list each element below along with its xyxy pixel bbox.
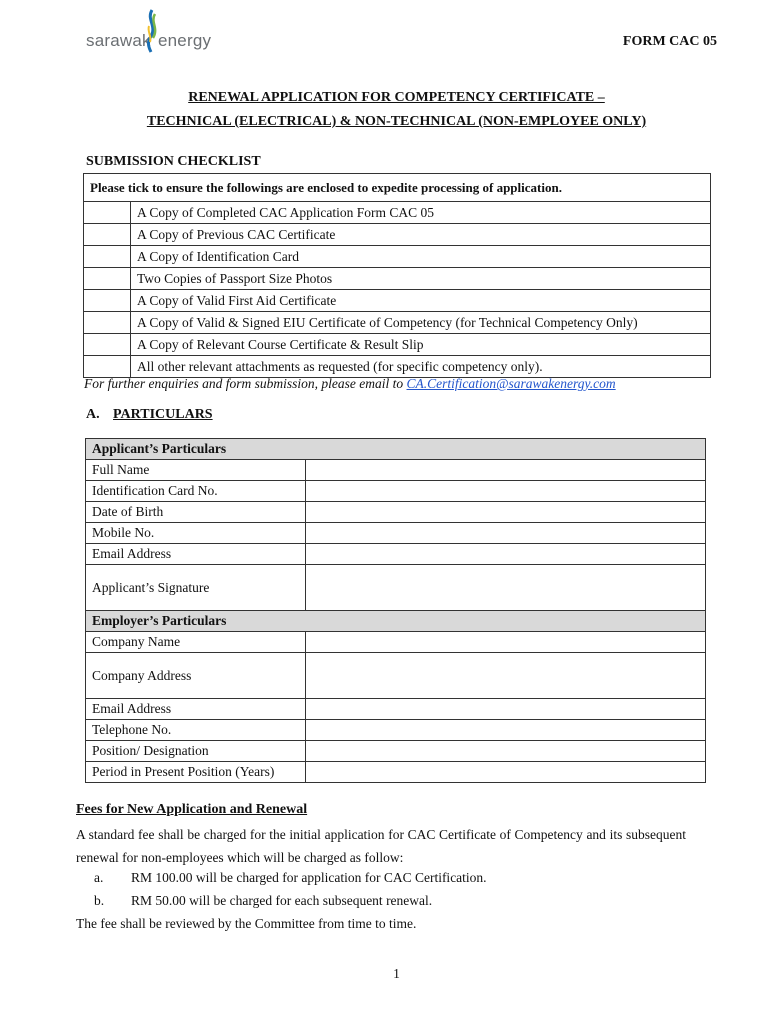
employer-email-field[interactable]: [306, 699, 706, 720]
checklist-row: [84, 224, 711, 246]
checklist-item: A Copy of Previous CAC Certificate: [131, 224, 711, 246]
form-code: FORM CAC 05: [622, 34, 717, 49]
sarawak-energy-logo: [86, 8, 226, 60]
checklist-instruction: Please tick to ensure the followings are enclosed to expedite processing of application.: [84, 174, 711, 202]
fee-item-marker: b.: [94, 893, 105, 908]
fee-item-text: RM 50.00 will be charged for each subsequent renewal.: [131, 893, 433, 908]
checklist-tick-box[interactable]: [84, 334, 131, 356]
fee-item-text: RM 100.00 will be charged for application for CAC Certification.: [131, 870, 487, 885]
enquiry-email-link[interactable]: CA.Certification@sarawakenergy.com: [406, 376, 616, 391]
checklist-row: [84, 334, 711, 356]
logo-word-energy: energy: [158, 31, 212, 50]
employer-particulars-header: Employer’s Particulars: [86, 611, 706, 632]
checklist-tick-box[interactable]: [84, 202, 131, 224]
checklist-row: [84, 290, 711, 312]
applicant-row-mobile: [86, 523, 706, 544]
field-label: Applicant’s Signature: [86, 565, 306, 611]
field-label: Email Address: [86, 544, 306, 565]
company-name-field[interactable]: [306, 632, 706, 653]
field-label: Company Address: [86, 653, 306, 699]
field-label: Period in Present Position (Years): [86, 762, 306, 783]
fees-paragraph: A standard fee shall be charged for the initial application for CAC Certificate of Competency and its subsequent renewal for non-employees which will be charged as follow:: [76, 827, 686, 865]
employer-row-period: [86, 762, 706, 783]
checklist-tick-box[interactable]: [84, 356, 131, 378]
form-title-line2: TECHNICAL (ELECTRICAL) & NON-TECHNICAL (NON-EMPLOYEE ONLY): [146, 114, 647, 129]
field-label: Mobile No.: [86, 523, 306, 544]
applicant-email-field[interactable]: [306, 544, 706, 565]
signature-field[interactable]: [306, 565, 706, 611]
checklist-row: [84, 246, 711, 268]
fees-heading: Fees for New Application and Renewal: [76, 802, 308, 817]
employer-row-email: [86, 699, 706, 720]
checklist-tick-box[interactable]: [84, 224, 131, 246]
particulars-table: [85, 438, 706, 783]
checklist-item: All other relevant attachments as requested (for specific competency only).: [131, 356, 711, 378]
full-name-field[interactable]: [306, 460, 706, 481]
section-letter: A.: [86, 407, 100, 422]
field-label: Telephone No.: [86, 720, 306, 741]
employer-row-position: [86, 741, 706, 762]
checklist-item: A Copy of Identification Card: [131, 246, 711, 268]
logo-word-sarawak: sarawak: [86, 31, 151, 50]
form-title-line1: RENEWAL APPLICATION FOR COMPETENCY CERTIFICATE –: [188, 90, 605, 105]
applicant-row-ic: [86, 481, 706, 502]
fee-item-marker: a.: [94, 870, 104, 885]
checklist-item: A Copy of Completed CAC Application Form CAC 05: [131, 202, 711, 224]
position-field[interactable]: [306, 741, 706, 762]
checklist-row: [84, 202, 711, 224]
checklist-item: A Copy of Valid First Aid Certificate: [131, 290, 711, 312]
particulars-heading: PARTICULARS: [113, 407, 213, 422]
checklist-tick-box[interactable]: [84, 290, 131, 312]
field-label: Email Address: [86, 699, 306, 720]
applicant-row-email: [86, 544, 706, 565]
employer-row-company: [86, 632, 706, 653]
field-label: Date of Birth: [86, 502, 306, 523]
applicant-particulars-header: Applicant’s Particulars: [86, 439, 706, 460]
checklist-tick-box[interactable]: [84, 246, 131, 268]
checklist-item: Two Copies of Passport Size Photos: [131, 268, 711, 290]
enquiry-note: [84, 376, 616, 392]
checklist-row: [84, 312, 711, 334]
applicant-row-dob: [86, 502, 706, 523]
field-label: Identification Card No.: [86, 481, 306, 502]
field-label: Full Name: [86, 460, 306, 481]
field-label: Company Name: [86, 632, 306, 653]
field-label: Position/ Designation: [86, 741, 306, 762]
telephone-field[interactable]: [306, 720, 706, 741]
employer-row-telephone: [86, 720, 706, 741]
fees-closing-note: The fee shall be reviewed by the Committee from time to time.: [76, 916, 417, 931]
employer-row-address: [86, 653, 706, 699]
checklist-tick-box[interactable]: [84, 312, 131, 334]
checklist-row: [84, 268, 711, 290]
ic-number-field[interactable]: [306, 481, 706, 502]
checklist-heading: SUBMISSION CHECKLIST: [86, 154, 261, 169]
company-address-field[interactable]: [306, 653, 706, 699]
applicant-row-full-name: [86, 460, 706, 481]
checklist-tick-box[interactable]: [84, 268, 131, 290]
mobile-field[interactable]: [306, 523, 706, 544]
date-of-birth-field[interactable]: [306, 502, 706, 523]
submission-checklist-table: [83, 173, 711, 378]
enquiry-text: For further enquiries and form submission, please email to: [84, 376, 407, 391]
period-field[interactable]: [306, 762, 706, 783]
page-number: 1: [393, 966, 400, 981]
checklist-row: [84, 356, 711, 378]
checklist-item: A Copy of Relevant Course Certificate & Result Slip: [131, 334, 711, 356]
checklist-item: A Copy of Valid & Signed EIU Certificate of Competency (for Technical Competency Only): [131, 312, 711, 334]
applicant-row-signature: [86, 565, 706, 611]
